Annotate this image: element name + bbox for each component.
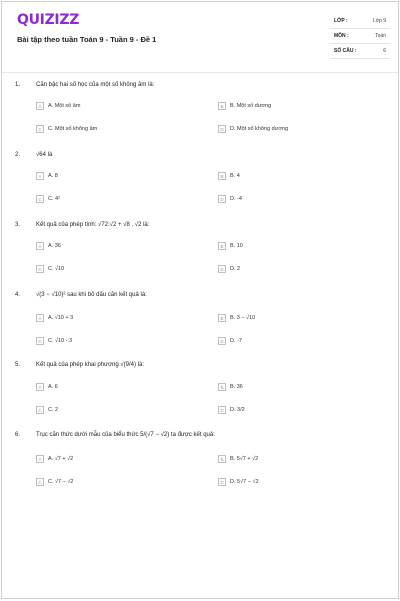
option-b[interactable] [218, 383, 243, 391]
quizizz-logo: QUIZIZZ [17, 12, 80, 28]
option-letter-box: B [218, 455, 226, 463]
option-letter-box: D [218, 406, 226, 414]
option-letter-box: C [36, 406, 44, 414]
option-label: B. 4 [230, 173, 240, 179]
option-label: C. 4² [48, 196, 60, 202]
question-number: 1. [15, 82, 21, 88]
worksheet-header [2, 2, 398, 73]
option-letter-box: C [36, 478, 44, 486]
option-label: C. Một số không âm [48, 126, 98, 132]
question-text: Kết quả của phép khai phương √(9/4) là: [36, 362, 144, 368]
question-number: 2. [15, 152, 21, 158]
option-letter-box: D [218, 265, 226, 273]
question-text: √64 là [36, 152, 53, 158]
option-b[interactable] [218, 102, 271, 110]
option-label: A. 36 [48, 243, 61, 249]
option-d[interactable] [218, 125, 288, 133]
option-letter-box: B [218, 314, 226, 322]
option-letter-box: C [36, 125, 44, 133]
option-c[interactable] [36, 337, 72, 345]
option-c[interactable] [36, 406, 58, 414]
option-label: A. 8 [48, 173, 58, 179]
option-label: B. 36 [230, 384, 243, 390]
option-letter-box: A [36, 455, 44, 463]
option-label: A. Một số âm [48, 103, 81, 109]
option-b[interactable] [218, 455, 258, 463]
meta-key: MÔN : [334, 33, 349, 39]
question-number: 3. [15, 222, 21, 228]
option-letter-box: B [218, 383, 226, 391]
option-d[interactable] [218, 337, 242, 345]
question-number: 5. [15, 362, 21, 368]
option-letter-box: D [218, 195, 226, 203]
option-c[interactable] [36, 125, 97, 133]
option-c[interactable] [36, 195, 60, 203]
option-b[interactable] [218, 242, 243, 250]
option-label: D. 3/2 [230, 407, 245, 413]
option-letter-box: C [36, 265, 44, 273]
option-letter-box: D [218, 478, 226, 486]
option-a[interactable] [36, 314, 73, 322]
meta-value: Toán [375, 33, 386, 39]
meta-value: 6 [383, 48, 386, 54]
option-b[interactable] [218, 172, 240, 180]
option-letter-box: B [218, 242, 226, 250]
option-letter-box: D [218, 337, 226, 345]
option-label: A. √10 + 3 [48, 315, 74, 321]
question-text: √(3 − √10)² sau khi bỏ dấu căn kết quả là: [36, 292, 147, 298]
option-letter-box: A [36, 242, 44, 250]
option-label: A. √7 + √2 [48, 456, 74, 462]
question-number: 6. [15, 432, 21, 438]
option-a[interactable] [36, 242, 61, 250]
meta-key: SỐ CÂU : [334, 48, 357, 54]
question-number: 4. [15, 292, 21, 298]
option-a[interactable] [36, 455, 73, 463]
option-label: B. 10 [230, 243, 243, 249]
meta-key: LỚP : [334, 18, 348, 24]
option-letter-box: C [36, 195, 44, 203]
option-label: A. 6 [48, 384, 58, 390]
option-label: B. 3 − √10 [230, 315, 256, 321]
meta-box [330, 14, 390, 58]
option-label: D. -4 [230, 196, 242, 202]
worksheet-title: Bài tập theo tuần Toán 9 - Tuần 9 - Đề 1 [17, 35, 157, 44]
option-label: C. 2 [48, 407, 59, 413]
option-c[interactable] [36, 265, 64, 273]
question-text: Trục căn thức dưới mẫu của biểu thức 5/(√7 − √2) ta được kết quả: [36, 432, 215, 438]
option-letter-box: C [36, 337, 44, 345]
option-label: D. 5√7 − √2 [230, 479, 259, 485]
option-label: C. √10 [48, 266, 65, 272]
meta-row-subject [330, 29, 390, 44]
option-letter-box: D [218, 125, 226, 133]
option-letter-box: B [218, 102, 226, 110]
option-d[interactable] [218, 195, 242, 203]
option-letter-box: B [218, 172, 226, 180]
option-b[interactable] [218, 314, 255, 322]
worksheet-page [1, 1, 399, 599]
meta-value: Lớp 9 [372, 18, 386, 24]
option-a[interactable] [36, 383, 58, 391]
option-a[interactable] [36, 102, 80, 110]
option-letter-box: A [36, 172, 44, 180]
option-letter-box: A [36, 383, 44, 391]
option-a[interactable] [36, 172, 58, 180]
question-text: Căn bậc hai số học của một số không âm là: [36, 82, 155, 88]
option-d[interactable] [218, 478, 259, 486]
option-c[interactable] [36, 478, 73, 486]
option-label: C. √7 − √2 [48, 479, 74, 485]
option-d[interactable] [218, 265, 240, 273]
option-label: D. 2 [230, 266, 241, 272]
option-d[interactable] [218, 406, 245, 414]
option-label: B. 5√7 + √2 [230, 456, 259, 462]
option-letter-box: A [36, 102, 44, 110]
meta-row-count [330, 44, 390, 59]
question-text: Kết quả của phép tính: √72:√2 + √8 . √2 là: [36, 222, 150, 228]
option-letter-box: A [36, 314, 44, 322]
option-label: D. -7 [230, 338, 242, 344]
option-label: D. Một số không dương [230, 126, 289, 132]
option-label: B. Một số dương [230, 103, 272, 109]
option-label: C. √10 - 3 [48, 338, 73, 344]
meta-row-class [330, 14, 390, 29]
